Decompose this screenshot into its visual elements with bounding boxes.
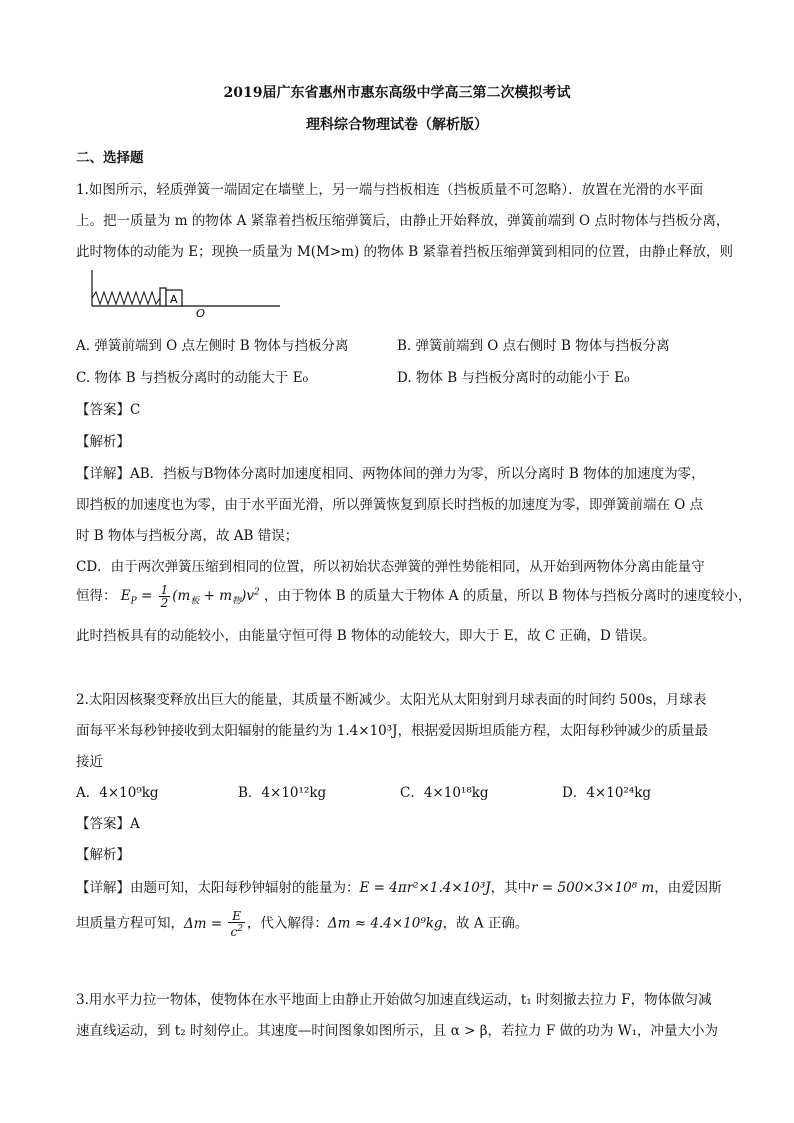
q2-detail-line1-lead: 【详解】由题可知，太阳每秒钟辐射的能量为： [76, 880, 360, 896]
q2-analysis-label: 【解析】 [76, 847, 130, 863]
q2-detail-line2 [76, 910, 528, 938]
q1-stem-line3: 此时物体的动能为 E；现换一质量为 M(M>m) 的物体 B 紧靠着挡板压缩弹簧到相同的位置，由静止释放，则 [76, 244, 734, 260]
q2-detail-line1 [76, 876, 722, 896]
q1-option-d: D. 物体 B 与挡板分离时的动能小于 E₀ [397, 370, 630, 386]
q2-detail-line2-lead: 坦质量方程可知， [76, 915, 184, 932]
q1-detail-line3: 时 B 物体与挡板分离，故 AB 错误； [76, 528, 299, 544]
exam-subtitle: 理科综合物理试卷（解析版） [306, 117, 488, 133]
q2-option-a: A．4×10⁹kg [76, 785, 159, 801]
q3-stem-line1: 3.用水平力拉一物体，使物体在水平地面上由静止开始做匀加速直线运动，t₁ 时刻撤去拉力 F，物体做匀减 [76, 992, 712, 1008]
q3-stem-line2: 速直线运动，到 t₂ 时刻停止。其速度—时间图象如图所示，且 α > β，若拉力 F 做的功为 W₁，冲量大小为 [76, 1023, 719, 1039]
point-o-label: O [196, 307, 206, 318]
baffle-plate [160, 288, 166, 306]
q1-detail-line4: CD．由于两次弹簧压缩到相同的位置，所以初始状态弹簧的弹性势能相同，从开始到两物体分离由能量守 [76, 559, 705, 575]
q2-stem-line3: 接近 [76, 754, 103, 770]
radiated-energy-formula: E = 4πr²×1.4×10³J [359, 880, 491, 896]
q1-detail-line5 [76, 584, 751, 609]
q2-detail-line2-tail: ，故 A 正确。 [442, 915, 529, 932]
section-heading: 二、选择题 [76, 150, 144, 166]
q2-stem-line1: 2.太阳因核聚变释放出巨大的能量，其质量不断减少。太阳光从太阳射到月球表面的时间约 500s，月球表 [76, 692, 707, 708]
mass-energy-formula: Δm = $\frac{E}{c^2}$ [184, 909, 243, 939]
q2-option-b: B．4×10¹²kg [238, 785, 327, 801]
q1-detail-line1: 【详解】AB．挡板与B物体分离时加速度相同、两物体间的弹力为零，所以分离时 B 物体的加速度为零， [76, 466, 705, 482]
spring-figure [88, 266, 284, 318]
q2-detail-line2-mid: ，代入解得： [246, 915, 328, 932]
q2-detail-line1-mid: ，其中 [490, 880, 532, 896]
q2-answer: 【答案】A [76, 816, 140, 832]
q2-stem-line2: 面每平米每秒钟接收到太阳辐射的能量约为 1.4×10³J，根据爱因斯坦质能方程，太阳每秒钟减少的质量最 [76, 723, 709, 739]
q1-stem-line2: 上。把一质量为 m 的物体 A 紧靠着挡板压缩弹簧后，由静止开始释放，弹簧前端到 O 点时物体与挡板分离， [76, 213, 730, 229]
mass-result: Δm ≈ 4.4×10⁹kg [327, 915, 443, 932]
distance-formula: r = 500×3×10⁸ m [531, 880, 655, 896]
q2-option-d: D．4×10²⁴kg [562, 785, 652, 801]
q2-option-c: C．4×10¹⁸kg [400, 785, 489, 801]
exam-title: 2019届广东省惠州市惠东高级中学高三第二次模拟考试 [223, 85, 571, 101]
q1-detail-line2: 即挡板的加速度也为零，由于水平面光滑，所以弹簧恢复到原长时挡板的加速度为零，即弹簧前端在 O 点 [76, 497, 704, 513]
q2-detail-line1-tail: ，由爱因斯 [654, 880, 722, 896]
q1-answer: 【答案】C [76, 402, 141, 418]
q1-detail-line5-tail: ，由于物体 B 的质量大于物体 A 的质量，所以 B 物体与挡板分离时的速度较小， [264, 588, 752, 604]
q1-analysis-label: 【解析】 [76, 434, 130, 450]
energy-equation: $E_P$ = $\frac{1}{2}$ $(m_板 + m_物)v^2$ [120, 583, 260, 610]
q1-option-b: B. 弹簧前端到 O 点右侧时 B 物体与挡板分离 [397, 338, 670, 354]
q1-stem-line1: 1.如图所示，轻质弹簧一端固定在墙壁上，另一端与挡板相连（挡板质量不可忽略）．放置在光滑的水平面 [76, 182, 704, 198]
q1-detail-line6: 此时挡板具有的动能较小，由能量守恒可得 B 物体的动能较大，即大于 E，故 C 正确，D 错误。 [76, 628, 656, 644]
q1-option-c: C. 物体 B 与挡板分离时的动能大于 E₀ [76, 370, 308, 386]
spring [92, 292, 160, 304]
q1-detail-line5-lead: 恒得： [76, 588, 117, 604]
q1-option-a: A. 弹簧前端到 O 点左侧时 B 物体与挡板分离 [76, 338, 349, 354]
block-a-label: A [170, 293, 178, 306]
